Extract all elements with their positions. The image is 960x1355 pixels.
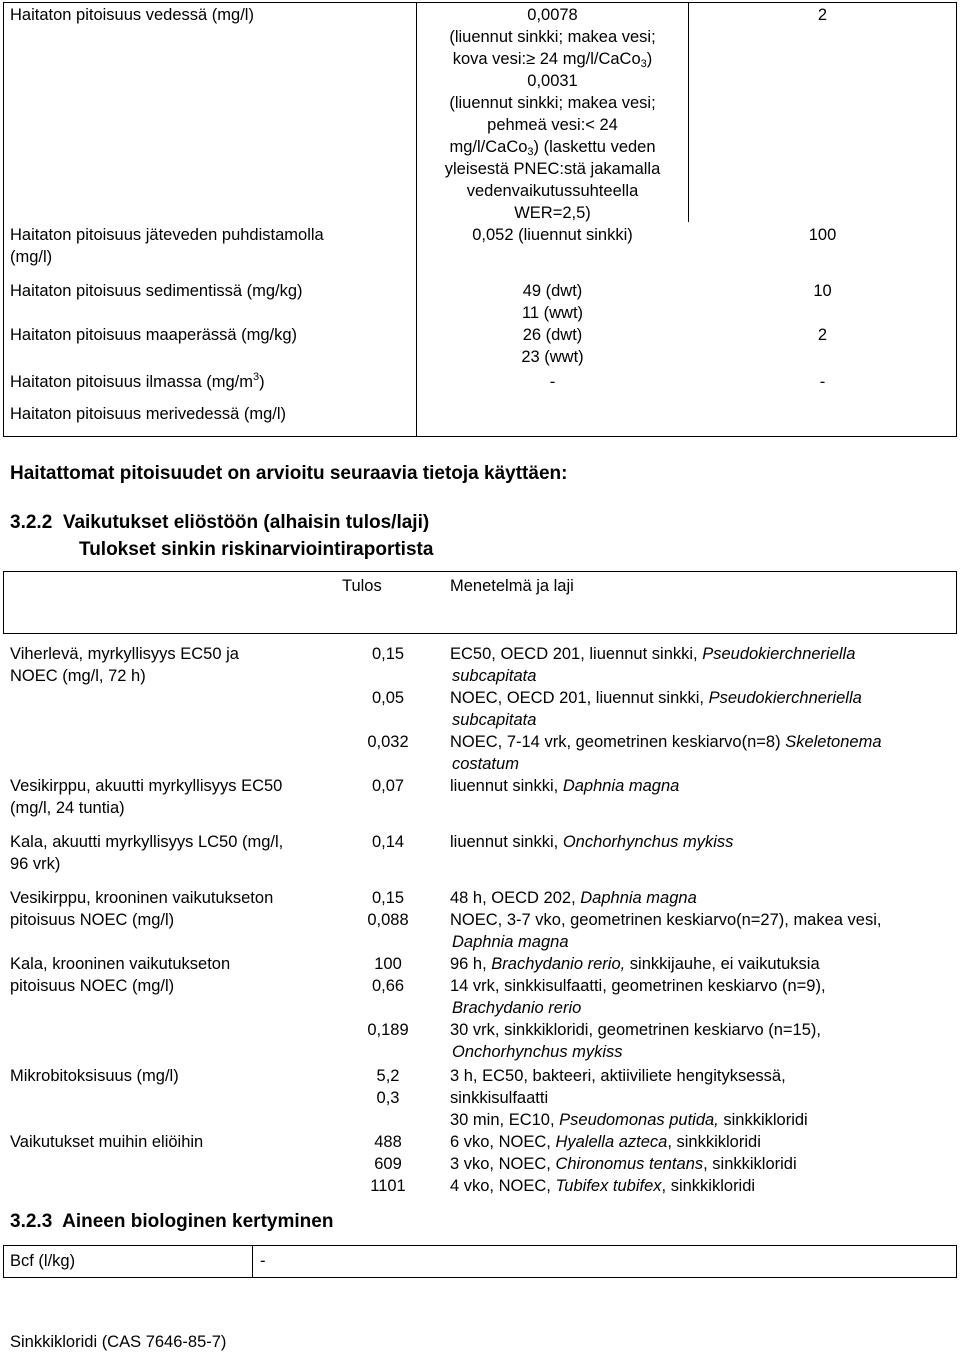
row-methods: 3 h, EC50, bakteeri, aktiiviliete hengityksessä, sinkkisulfaatti 30 min, EC10, Pseudomonas putida, sinkkikloridi — [450, 1067, 808, 1129]
table-row: Vesikirppu, krooninen vaikutukseton pitoisuus NOEC (mg/l) — [10, 889, 274, 929]
row-values: 488 609 1101 — [370, 1133, 406, 1195]
row-vedessa-factor: 2 — [817, 6, 828, 24]
row-maapera-factor: 2 — [817, 326, 828, 344]
section-322-heading: 3.2.2 Vaikutukset eliöstöön (alhaisin tulos/laji) — [10, 512, 430, 533]
row-sedimentti-label: Haitaton pitoisuus sedimentissä (mg/kg) — [10, 282, 303, 300]
table-row: Vaikutukset muihin eliöihin — [10, 1133, 204, 1151]
row-jatevesi-label: Haitaton pitoisuus jäteveden puhdistamolla (mg/l) — [10, 226, 324, 266]
row-values: 0,14 — [371, 833, 405, 851]
table-row: Kala, krooninen vaikutukseton pitoisuus NOEC (mg/l) — [10, 955, 231, 995]
row-values: 100 0,66 0,189 — [367, 955, 409, 1039]
row-jatevesi-value: 0,052 (liuennut sinkki) — [472, 226, 633, 244]
table-row: Mikrobitoksisuus (mg/l) — [10, 1067, 179, 1085]
row-methods: EC50, OECD 201, liuennut sinkki, Pseudokierchneriella subcapitata NOEC, OECD 201, liuennut sinkki, Pseudokierchneriella subcapitata NOEC, 7-14 vrk, geometrinen keskiarvo(n=8) Skeletonema costatum — [450, 645, 882, 773]
row-values: 0,15 0,088 — [367, 889, 409, 929]
row-values: 0,07 — [371, 777, 405, 795]
row-vedessa-label: Haitaton pitoisuus vedessä (mg/l) — [10, 6, 254, 24]
row-methods: 96 h, Brachydanio rerio, sinkkijauhe, ei vaikutuksia 14 vrk, sinkkisulfaatti, geometrinen keskiarvo (n=9), Brachydanio rerio 30 vrk, sinkkikloridi, geometrinen keskiarvo (n=15), Onchorhynchus mykiss — [450, 955, 826, 1061]
row-vedessa-value: 0,0078 (liuennut sinkki; makea vesi; kova vesi:≥ 24 mg/l/CaCo$_3$) 0,0031 (liuennut sinkki; makea vesi; pehmeä vesi:< 24 mg/l/CaCo$_3$) (laskettu veden yleisestä PNEC:stä jakamalla vedenvaikutussuhteella WER=2,5) — [444, 6, 661, 222]
footer-substance: Sinkkikloridi (CAS 7646-85-7) — [10, 1333, 227, 1351]
row-methods: liuennut sinkki, Daphnia magna — [450, 777, 680, 795]
section-323-heading: 3.2.3 Aineen biologinen kertyminen — [10, 1211, 334, 1232]
row-ilma-label: Haitaton pitoisuus ilmassa $(mg/m^3)$ — [10, 371, 265, 391]
row-methods: 48 h, OECD 202, Daphnia magna NOEC, 3-7 vko, geometrinen keskiarvo(n=27), makea vesi, Daphnia magna — [450, 889, 882, 951]
row-values: 0,15 0,05 0,032 — [367, 645, 409, 751]
row-jatevesi-factor: 100 — [808, 226, 837, 244]
col-header-tulos: Tulos — [342, 577, 382, 595]
row-ilma-factor: - — [819, 373, 826, 391]
row-ilma-value: - — [549, 373, 556, 391]
bcf-label: Bcf (l/kg) — [10, 1252, 76, 1270]
row-methods: liuennut sinkki, Onchorhynchus mykiss — [450, 833, 734, 851]
row-sedimentti-factor: 10 — [813, 282, 832, 300]
table-row: Viherlevä, myrkyllisyys EC50 ja NOEC (mg/l, 72 h) — [10, 645, 239, 685]
table-row: Kala, akuutti myrkyllisyys LC50 (mg/l, 96 vrk) — [10, 833, 284, 873]
row-merivesi-label: Haitaton pitoisuus merivedessä (mg/l) — [10, 405, 287, 423]
row-maapera-label: Haitaton pitoisuus maaperässä (mg/kg) — [10, 326, 298, 344]
col-header-menetelma: Menetelmä ja laji — [450, 577, 574, 595]
note-arvioitu: Haitattomat pitoisuudet on arvioitu seuraavia tietoja käyttäen: — [10, 463, 568, 484]
row-values: 5,2 0,3 — [376, 1067, 400, 1107]
section-322-subheading: Tulokset sinkin riskinarviointiraportista — [79, 539, 434, 560]
table-row: Vesikirppu, akuutti myrkyllisyys EC50 (mg/l, 24 tuntia) — [10, 777, 283, 817]
row-sedimentti-value: 49 (dwt) 11 (wwt) — [521, 282, 584, 322]
row-maapera-value: 26 (dwt) 23 (wwt) — [521, 326, 584, 366]
row-methods: 6 vko, NOEC, Hyalella azteca, sinkkikloridi 3 vko, NOEC, Chironomus tentans, sinkkikloridi 4 vko, NOEC, Tubifex tubifex, sinkkikloridi — [450, 1133, 797, 1195]
bcf-value: - — [260, 1252, 266, 1270]
